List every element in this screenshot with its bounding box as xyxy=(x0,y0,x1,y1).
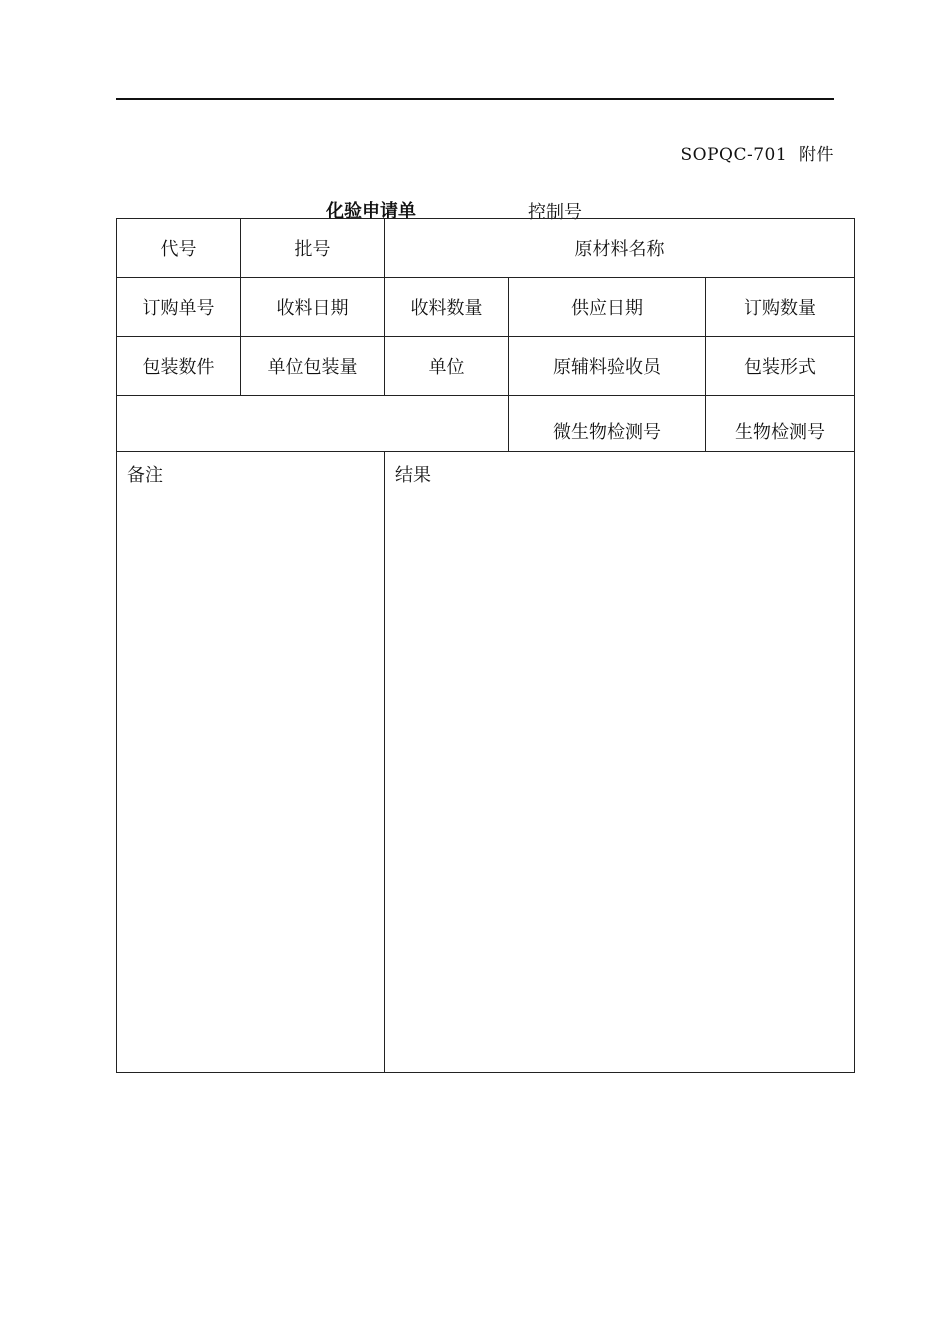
unit-cell[interactable]: 单位 xyxy=(385,337,509,396)
request-form-table xyxy=(116,218,855,1073)
form-title: 化验申请单 xyxy=(326,201,416,222)
table-row xyxy=(117,337,855,396)
blank-cell[interactable] xyxy=(117,396,509,452)
receive-date-cell[interactable]: 收料日期 xyxy=(241,278,385,337)
header-rule xyxy=(116,98,834,100)
table-row xyxy=(117,396,855,452)
inspector-cell[interactable]: 原辅料验收员 xyxy=(509,337,706,396)
material-name-cell[interactable]: 原材料名称 xyxy=(385,219,855,278)
batch-no-cell[interactable]: 批号 xyxy=(241,219,385,278)
bio-test-no-cell[interactable]: 生物检测号 xyxy=(706,396,855,452)
table-row xyxy=(117,452,855,1073)
receive-qty-cell[interactable]: 收料数量 xyxy=(385,278,509,337)
order-no-cell[interactable]: 订购单号 xyxy=(117,278,241,337)
unit-package-qty-cell[interactable]: 单位包装量 xyxy=(241,337,385,396)
package-form-cell[interactable]: 包装形式 xyxy=(706,337,855,396)
remarks-cell[interactable]: 备注 xyxy=(117,452,385,1073)
table-row xyxy=(117,219,855,278)
document-code: SOPQC-701 附件 xyxy=(680,145,834,165)
micro-test-no-cell[interactable]: 微生物检测号 xyxy=(509,396,706,452)
supply-date-cell[interactable]: 供应日期 xyxy=(509,278,706,337)
control-number-label: 控制号 xyxy=(528,202,582,223)
result-cell[interactable]: 结果 xyxy=(385,452,855,1073)
code-cell[interactable]: 代号 xyxy=(117,219,241,278)
table-row xyxy=(117,278,855,337)
order-qty-cell[interactable]: 订购数量 xyxy=(706,278,855,337)
package-count-cell[interactable]: 包装数件 xyxy=(117,337,241,396)
